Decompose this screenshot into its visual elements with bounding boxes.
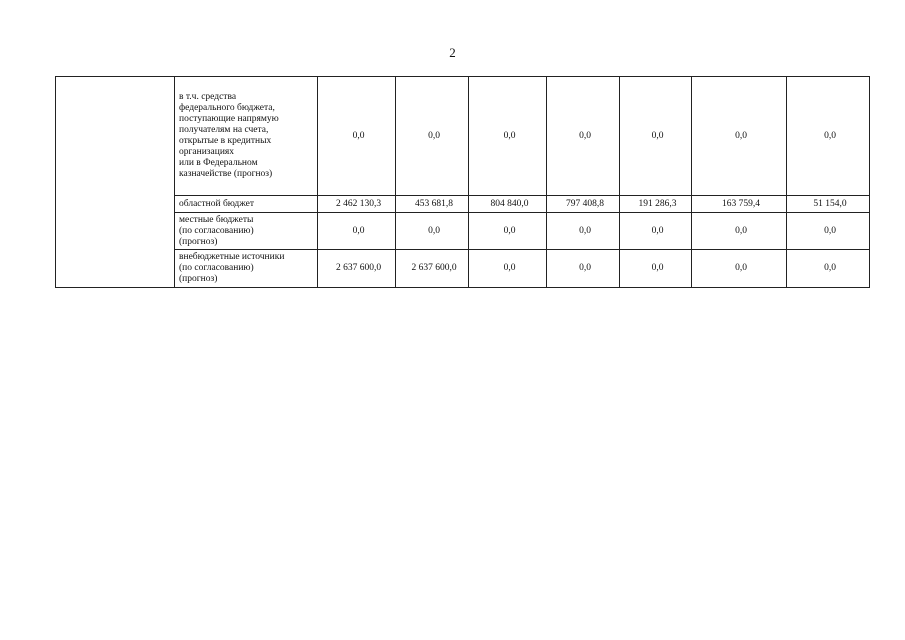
value-cell: 0,0 [318,77,396,196]
row-label [175,213,318,250]
table-row [56,250,870,288]
value-cell: 163 759,4 [692,196,787,213]
value-cell: 0,0 [318,213,396,250]
value-cell: 0,0 [787,77,870,196]
value-cell: 804 840,0 [469,196,547,213]
row-label-text: областной бюджет [179,198,255,209]
budget-table [55,76,870,288]
page-number: 2 [449,45,456,60]
value-cell: 2 462 130,3 [318,196,396,213]
table-row [56,196,870,213]
value-cell: 2 637 600,0 [318,250,396,288]
value-cell: 0,0 [469,250,547,288]
table-row [56,213,870,250]
merged-empty-cell [56,77,175,288]
row-label [175,77,318,196]
value-cell: 2 637 600,0 [396,250,469,288]
value-cell: 0,0 [787,250,870,288]
budget-table-body [56,77,870,288]
value-cell: 0,0 [692,77,787,196]
value-cell: 0,0 [547,213,620,250]
row-label-text: в т.ч. средства федерального бюджета, поступающие напрямую получателям на счета, открытые в кредитных организациях или в Федеральном казначействе (прогноз) [179,92,279,179]
value-cell: 0,0 [620,250,692,288]
row-label-text: местные бюджеты (по согласованию) (прогноз) [179,214,254,247]
value-cell: 797 408,8 [547,196,620,213]
value-cell: 0,0 [787,213,870,250]
value-cell: 0,0 [396,213,469,250]
table-row [56,77,870,196]
value-cell: 0,0 [469,77,547,196]
value-cell: 0,0 [692,250,787,288]
row-label [175,196,318,213]
value-cell: 191 286,3 [620,196,692,213]
value-cell: 0,0 [692,213,787,250]
row-label [175,250,318,288]
value-cell: 0,0 [547,77,620,196]
value-cell: 0,0 [620,213,692,250]
value-cell: 0,0 [547,250,620,288]
value-cell: 0,0 [469,213,547,250]
row-label-text: внебюджетные источники (по согласованию) (прогноз) [179,252,285,284]
value-cell: 0,0 [620,77,692,196]
value-cell: 453 681,8 [396,196,469,213]
value-cell: 0,0 [396,77,469,196]
value-cell: 51 154,0 [787,196,870,213]
